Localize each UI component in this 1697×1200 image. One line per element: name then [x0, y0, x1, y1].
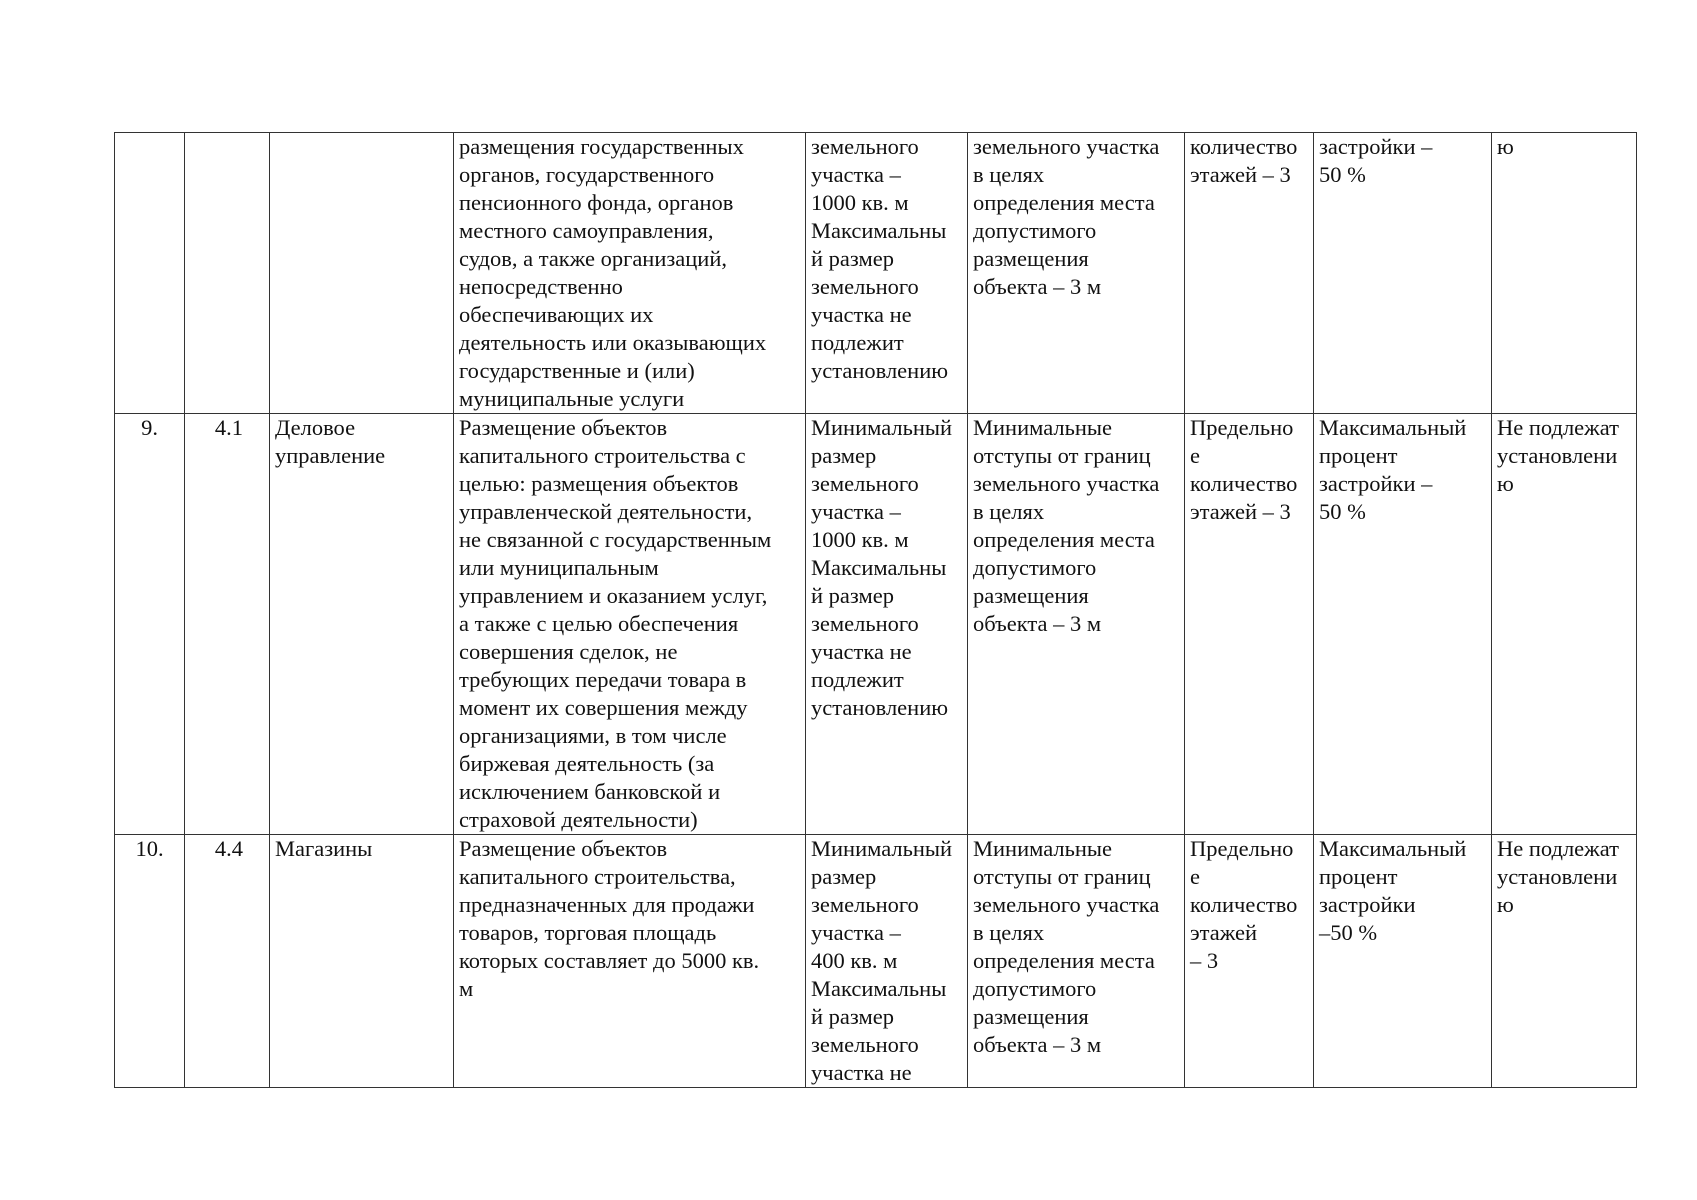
cell-text-line: земельного [811, 134, 919, 159]
zoning-regulations-table [114, 132, 1637, 1088]
cell-text-line: участка – [811, 162, 901, 187]
cell-text-line: определения места [973, 948, 1155, 973]
cell-text-line: застройки [1319, 892, 1416, 917]
plot-size-cell [806, 133, 968, 414]
cell-text-line: –50 % [1319, 920, 1378, 945]
cell-text-line: управленческой деятельности, [459, 499, 753, 524]
cell-text-line: е [1190, 864, 1200, 889]
cell-text-line: в целях [973, 499, 1045, 524]
cell-text-line: объекта – 3 м [973, 274, 1102, 299]
cell-text-line: отступы от границ [973, 443, 1151, 468]
other-params-cell [1492, 133, 1637, 414]
cell-text-line: в целях [973, 162, 1045, 187]
cell-text-line: или муниципальным [459, 555, 659, 580]
cell-text-line: размер [811, 443, 877, 468]
cell-text-line: размещения [973, 583, 1089, 608]
cell-text-line: подлежит [811, 667, 904, 692]
use-code-cell [185, 414, 270, 835]
cell-text-line: Не подлежат [1497, 415, 1619, 440]
use-name-cell [270, 133, 454, 414]
coverage-cell [1314, 133, 1492, 414]
cell-text-line: земельного участка [973, 892, 1160, 917]
cell-text-line: размещения [973, 246, 1089, 271]
cell-text-line: количество [1190, 471, 1298, 496]
cell-text-line: й размер [811, 246, 894, 271]
cell-text-line: Максимальный [1319, 836, 1467, 861]
cell-text-line: ю [1497, 892, 1514, 917]
cell-text-line: участка не [811, 302, 912, 327]
cell-text-line: земельного [811, 611, 919, 636]
cell-text-line: Минимальный [811, 836, 953, 861]
cell-text-line: участка – [811, 499, 901, 524]
table-row [115, 133, 1637, 414]
cell-text-line: Максимальны [811, 976, 947, 1001]
cell-text-line: Минимальный [811, 415, 953, 440]
cell-text-line: Не подлежат [1497, 836, 1619, 861]
table-row [115, 835, 1637, 1088]
cell-text-line: управлением и оказанием услуг, [459, 583, 768, 608]
cell-text-line: органов, государственного [459, 162, 715, 187]
cell-text-line: установлени [1497, 864, 1618, 889]
cell-text-line: земельного [811, 892, 919, 917]
cell-text-line: м [459, 976, 474, 1001]
cell-text-line: 50 % [1319, 499, 1366, 524]
table-row [115, 414, 1637, 835]
cell-text-line: которых составляет до 5000 кв. [459, 948, 760, 973]
cell-text-line: – 3 [1190, 948, 1219, 973]
cell-text-line: Минимальные [973, 836, 1113, 861]
cell-text-line: размещения государственных [459, 134, 744, 159]
cell-text-line: й размер [811, 583, 894, 608]
cell-text-line: пенсионного фонда, органов [459, 190, 734, 215]
use-name-cell [270, 835, 454, 1088]
cell-text-line: а также с целью обеспечения [459, 611, 739, 636]
use-code-cell [185, 133, 270, 414]
use-description-cell [454, 133, 806, 414]
setbacks-cell [968, 414, 1185, 835]
cell-text-line: размещения [973, 1004, 1089, 1029]
cell-text-line: исключением банковской и [459, 779, 721, 804]
cell-text-line: 9. [141, 415, 158, 440]
use-code-cell [185, 835, 270, 1088]
cell-text-line: совершения сделок, не [459, 639, 678, 664]
cell-text-line: земельного [811, 471, 919, 496]
cell-text-line: 400 кв. м [811, 948, 898, 973]
row-number-cell [115, 414, 185, 835]
cell-text-line: й размер [811, 1004, 894, 1029]
cell-text-line: этажей – 3 [1190, 499, 1291, 524]
cell-text-line: е [1190, 443, 1200, 468]
cell-text-line: определения места [973, 190, 1155, 215]
cell-text-line: муниципальные услуги [459, 386, 685, 411]
cell-text-line: объекта – 3 м [973, 611, 1102, 636]
cell-text-line: размер [811, 864, 877, 889]
cell-text-line: процент [1319, 443, 1398, 468]
cell-text-line: Деловое [275, 415, 356, 440]
cell-text-line: земельного участка [973, 134, 1160, 159]
cell-text-line: допустимого [973, 555, 1097, 580]
cell-text-line: этажей – 3 [1190, 162, 1291, 187]
coverage-cell [1314, 414, 1492, 835]
cell-text-line: определения места [973, 527, 1155, 552]
cell-text-line: установлению [811, 358, 949, 383]
table-body [115, 133, 1637, 1088]
cell-text-line: земельного [811, 1032, 919, 1057]
cell-text-line: подлежит [811, 330, 904, 355]
cell-text-line: участка – [811, 920, 901, 945]
cell-text-line: этажей [1190, 920, 1258, 945]
cell-text-line: допустимого [973, 976, 1097, 1001]
cell-text-line: Размещение объектов [459, 836, 668, 861]
cell-text-line: Размещение объектов [459, 415, 668, 440]
cell-text-line: ю [1497, 471, 1514, 496]
cell-text-line: 50 % [1319, 162, 1366, 187]
cell-text-line: момент их совершения между [459, 695, 748, 720]
other-params-cell [1492, 835, 1637, 1088]
cell-text-line: участка не [811, 639, 912, 664]
cell-text-line: целью: размещения объектов [459, 471, 739, 496]
cell-text-line: непосредственно [459, 274, 623, 299]
cell-text-line: деятельность или оказывающих [459, 330, 767, 355]
cell-text-line: установлению [811, 695, 949, 720]
cell-text-line: Минимальные [973, 415, 1113, 440]
cell-text-line: 4.1 [214, 415, 243, 440]
use-description-cell [454, 835, 806, 1088]
cell-text-line: капитального строительства, [459, 864, 736, 889]
cell-text-line: Предельно [1190, 836, 1294, 861]
plot-size-cell [806, 414, 968, 835]
cell-text-line: Максимальны [811, 555, 947, 580]
use-description-cell [454, 414, 806, 835]
cell-text-line: процент [1319, 864, 1398, 889]
cell-text-line: 1000 кв. м [811, 527, 909, 552]
cell-text-line: судов, а также организаций, [459, 246, 728, 271]
cell-text-line: биржевая деятельность (за [459, 751, 715, 776]
cell-text-line: 10. [135, 836, 164, 861]
use-name-cell [270, 414, 454, 835]
cell-text-line: участка не [811, 1060, 912, 1085]
cell-text-line: государственные и (или) [459, 358, 695, 383]
cell-text-line: застройки – [1319, 134, 1433, 159]
cell-text-line: организациями, в том числе [459, 723, 727, 748]
cell-text-line: местного самоуправления, [459, 218, 714, 243]
row-number-cell [115, 133, 185, 414]
floors-cell [1185, 835, 1314, 1088]
cell-text-line: Магазины [275, 836, 373, 861]
cell-text-line: отступы от границ [973, 864, 1151, 889]
cell-text-line: Предельно [1190, 415, 1294, 440]
cell-text-line: земельного участка [973, 471, 1160, 496]
cell-text-line: требующих передачи товара в [459, 667, 747, 692]
cell-text-line: количество [1190, 134, 1298, 159]
cell-text-line: Максимальны [811, 218, 947, 243]
cell-text-line: застройки – [1319, 471, 1433, 496]
cell-text-line: земельного [811, 274, 919, 299]
cell-text-line: объекта – 3 м [973, 1032, 1102, 1057]
cell-text-line: предназначенных для продажи [459, 892, 755, 917]
cell-text-line: в целях [973, 920, 1045, 945]
row-number-cell [115, 835, 185, 1088]
coverage-cell [1314, 835, 1492, 1088]
floors-cell [1185, 133, 1314, 414]
cell-text-line: товаров, торговая площадь [459, 920, 717, 945]
cell-text-line: количество [1190, 892, 1298, 917]
floors-cell [1185, 414, 1314, 835]
cell-text-line: 1000 кв. м [811, 190, 909, 215]
cell-text-line: установлени [1497, 443, 1618, 468]
cell-text-line: управление [275, 443, 386, 468]
cell-text-line: страховой деятельности) [459, 807, 698, 832]
cell-text-line: ю [1497, 134, 1514, 159]
cell-text-line: не связанной с государственным [459, 527, 772, 552]
cell-text-line: допустимого [973, 218, 1097, 243]
cell-text-line: 4.4 [214, 836, 243, 861]
plot-size-cell [806, 835, 968, 1088]
other-params-cell [1492, 414, 1637, 835]
cell-text-line: обеспечивающих их [459, 302, 654, 327]
cell-text-line: Максимальный [1319, 415, 1467, 440]
setbacks-cell [968, 835, 1185, 1088]
setbacks-cell [968, 133, 1185, 414]
cell-text-line: капитального строительства с [459, 443, 746, 468]
